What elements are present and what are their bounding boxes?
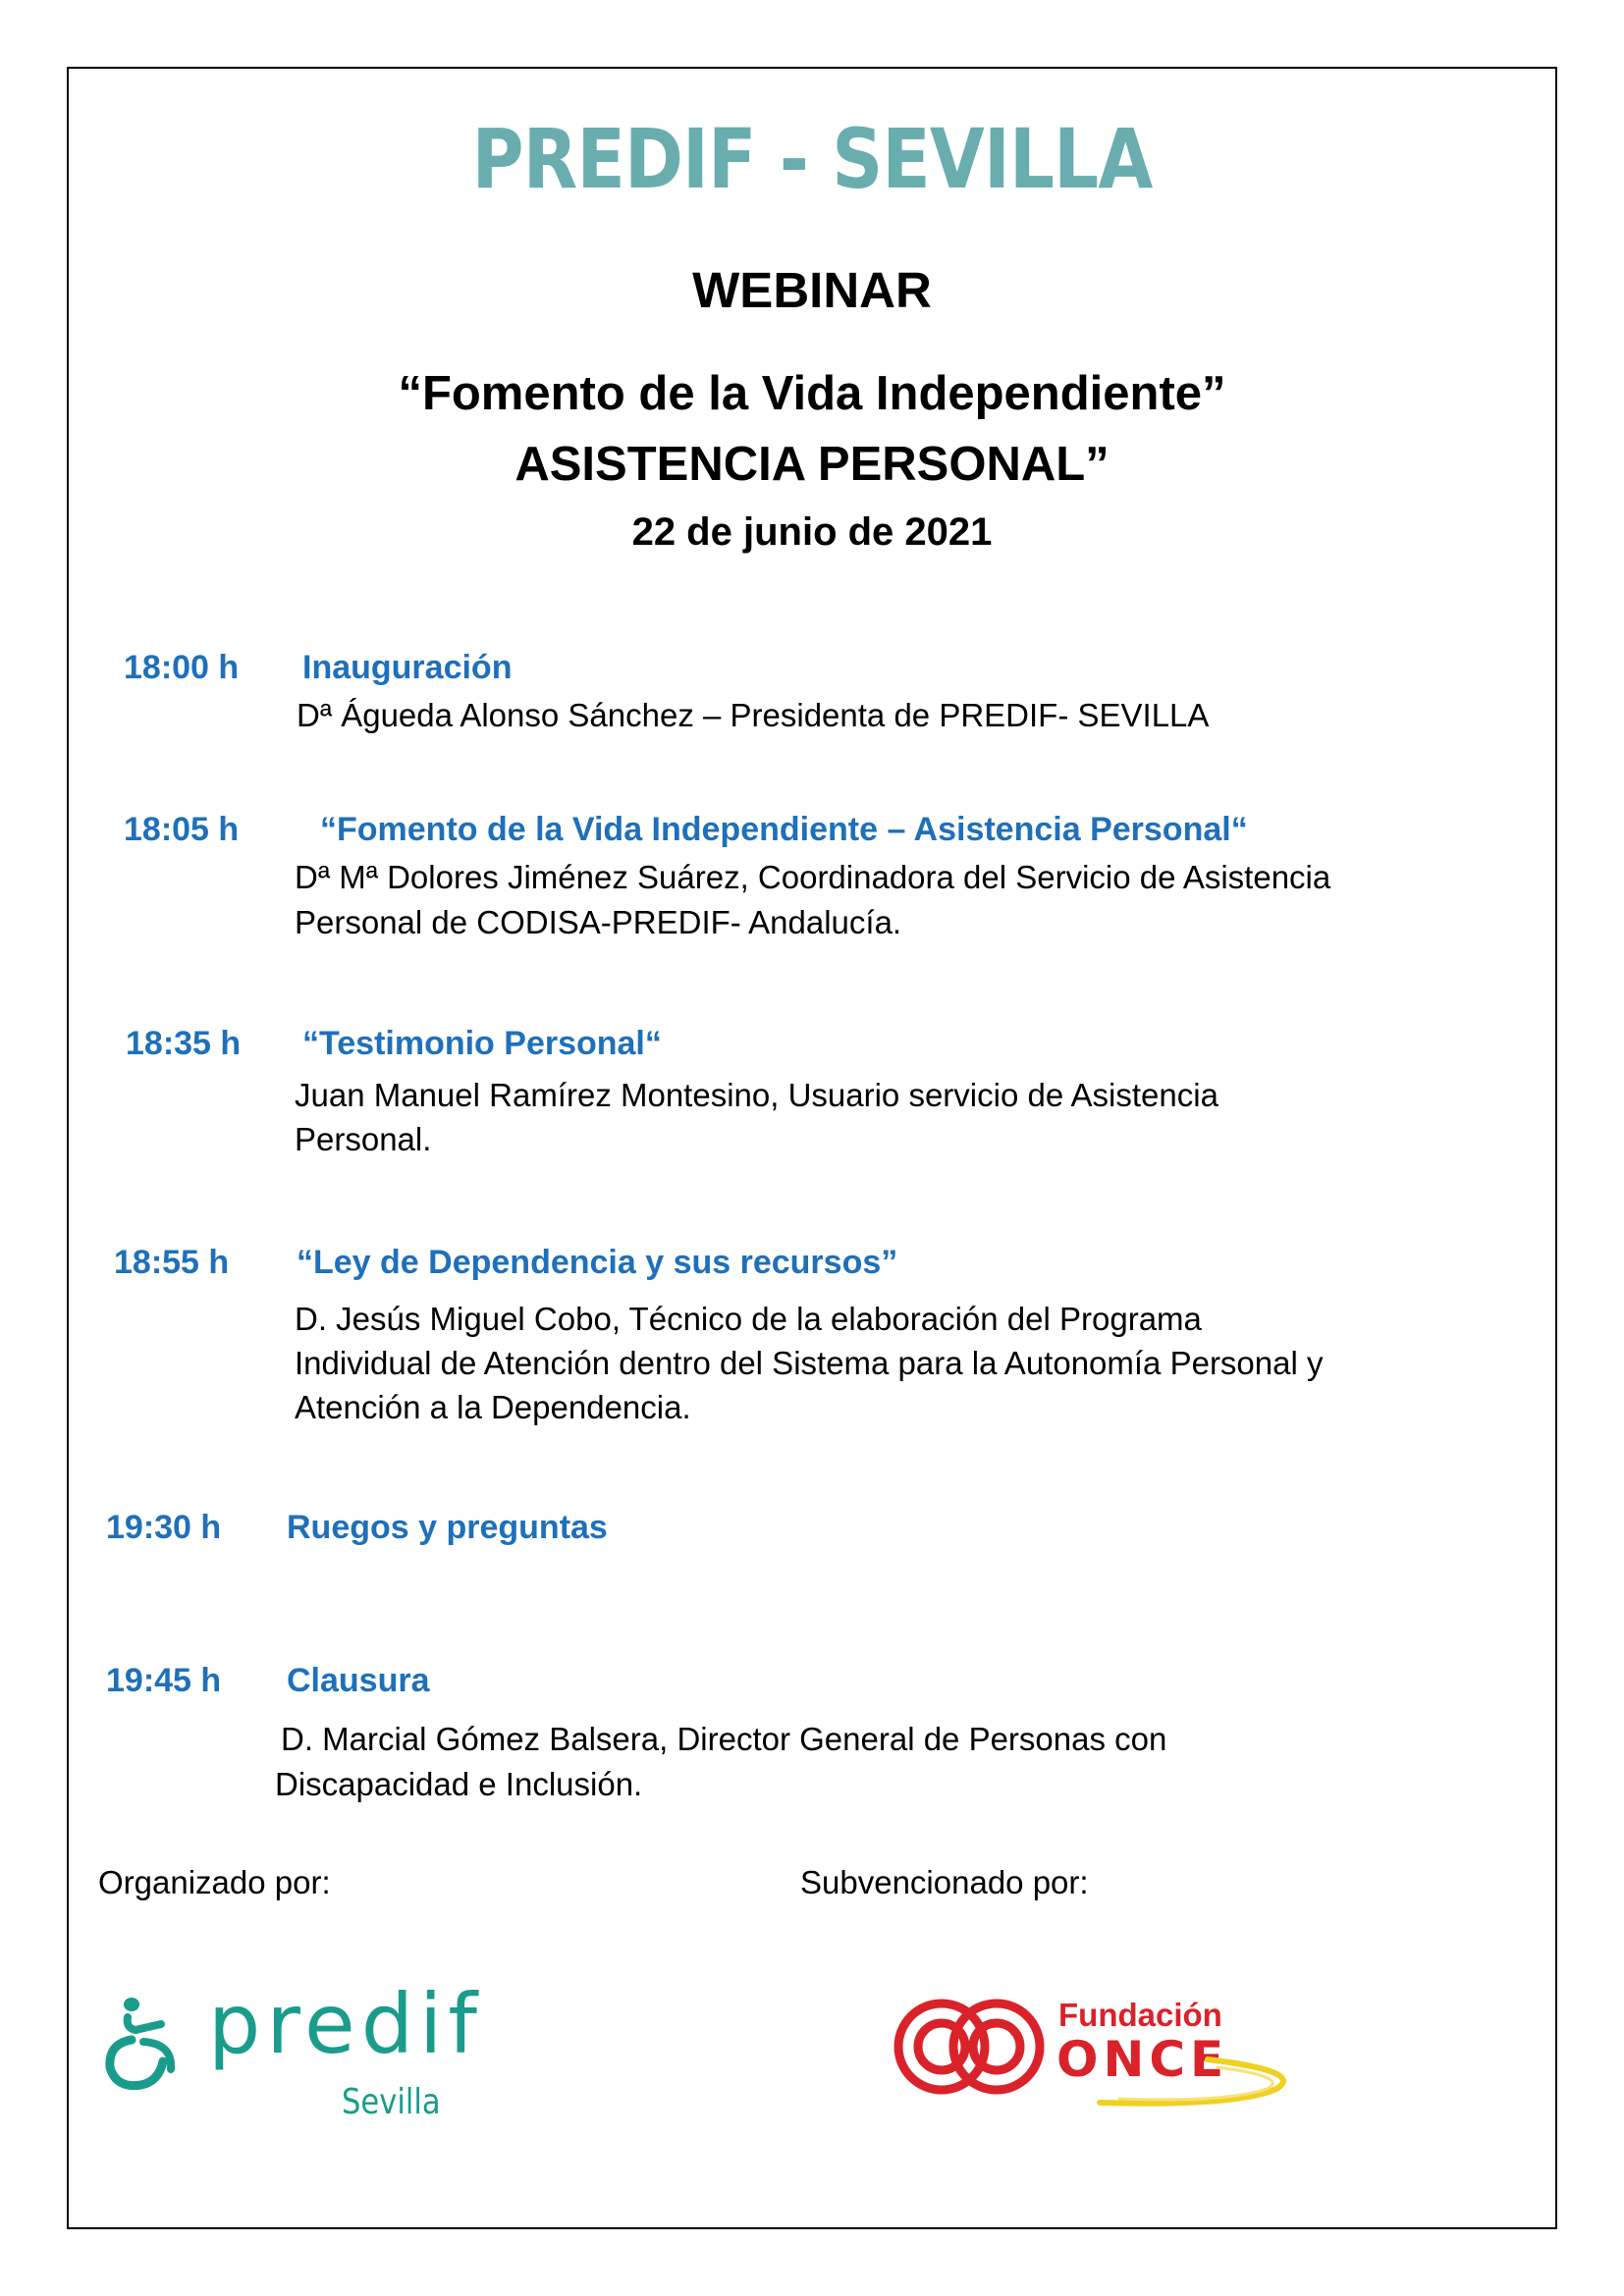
agenda-speaker: Personal de CODISA-PREDIF- Andalucía. bbox=[295, 904, 902, 940]
funded-by-label: Subvencionado por: bbox=[800, 1864, 1089, 1900]
once-foundation-label: Fundación bbox=[1058, 1997, 1222, 2033]
agenda-speaker: Dª Águeda Alonso Sánchez – Presidenta de PREDIF- SEVILLA bbox=[297, 697, 1210, 733]
event-subtitle-2: ASISTENCIA PERSONAL” bbox=[514, 438, 1110, 491]
agenda-title: “Ley de Dependencia y sus recursos” bbox=[297, 1244, 898, 1281]
agenda-time: 18:35 h bbox=[126, 1025, 242, 1062]
event-date: 22 de junio de 2021 bbox=[631, 510, 993, 554]
wheelchair-icon bbox=[102, 1993, 181, 2091]
agenda-speaker: Discapacidad e Inclusión. bbox=[275, 1766, 643, 1802]
agenda-speaker: Individual de Atención dentro del Sistema para la Autonomía Personal y bbox=[295, 1345, 1324, 1381]
agenda-speaker: Dª Mª Dolores Jiménez Suárez, Coordinadora del Servicio de Asistencia bbox=[295, 859, 1331, 895]
agenda-title: Inauguración bbox=[302, 649, 513, 686]
agenda-time: 18:55 h bbox=[114, 1244, 230, 1281]
interlocked-rings-icon bbox=[895, 1993, 1043, 2101]
predif-wordmark: predif bbox=[208, 1976, 483, 2072]
predif-city: Sevilla bbox=[342, 2082, 441, 2122]
agenda-title: Ruegos y preguntas bbox=[287, 1509, 608, 1546]
organized-by-label: Organizado por: bbox=[98, 1864, 331, 1900]
event-type: WEBINAR bbox=[692, 262, 932, 318]
agenda-speaker: Personal. bbox=[295, 1121, 432, 1157]
agenda-time: 19:45 h bbox=[106, 1662, 222, 1699]
agenda-speaker: Juan Manuel Ramírez Montesino, Usuario servicio de Asistencia bbox=[295, 1077, 1218, 1113]
agenda-speaker: D. Jesús Miguel Cobo, Técnico de la elaboración del Programa bbox=[295, 1301, 1202, 1337]
agenda-title: “Testimonio Personal“ bbox=[302, 1025, 662, 1062]
agenda-time: 19:30 h bbox=[106, 1509, 222, 1546]
agenda-time: 18:05 h bbox=[124, 811, 240, 848]
agenda-title: “Fomento de la Vida Independiente – Asistencia Personal“ bbox=[320, 811, 1248, 848]
event-subtitle-1: “Fomento de la Vida Independiente” bbox=[398, 367, 1226, 420]
agenda-speaker: Atención a la Dependencia. bbox=[295, 1389, 691, 1425]
agenda-time: 18:00 h bbox=[124, 649, 240, 686]
agenda-speaker: D. Marcial Gómez Balsera, Director General de Personas con bbox=[281, 1721, 1167, 1757]
agenda-title: Clausura bbox=[287, 1662, 430, 1699]
org-title: PREDIF - SEVILLA bbox=[471, 111, 1153, 207]
swoosh-icon bbox=[1080, 2054, 1306, 2112]
once-wordmark: ONCE bbox=[1056, 2031, 1229, 2088]
